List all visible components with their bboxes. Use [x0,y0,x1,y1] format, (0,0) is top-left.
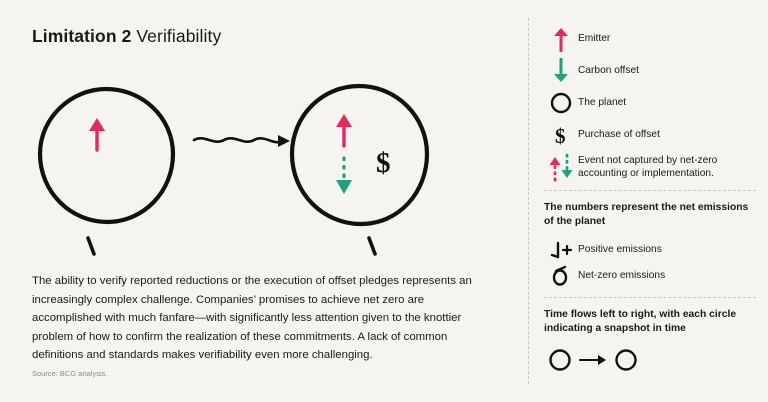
source-note: Source: BCG analysis. [32,369,108,378]
legend-time-heading: Time flows left to right, with each circle indicating a snapshot in time [544,309,737,334]
diagram-illustration [24,72,504,262]
svg-text:$: $ [555,124,566,148]
dotted-arrows-icon [544,152,578,182]
right-planet-circle [292,86,427,224]
legend-numbers-heading: The numbers represent the net emissions of the planet [544,202,749,227]
legend-item-emitter [544,24,756,54]
body-paragraph: The ability to verify reported reductions or the execution of offset pledges represents an increasingly complex challenge. Companies’ promises to achieve net zero are accomplished with much fanfare—with significantly less attention given to the knottier problem of how to confirm the realization of these commitments. A lack of common definitions and standards makes verifiability even more challenging. [32,275,472,361]
legend-label: Positive emissions [578,244,662,256]
page-title-strong: Limitation 2 [32,26,132,46]
legend-panel [544,24,756,372]
legend-label: Net-zero emissions [578,270,666,282]
legend-label: Carbon offset [578,65,639,77]
right-carbon-offset-arrow-down [336,158,352,194]
legend-label: The planet [578,97,627,109]
dollar-sign-icon [376,147,391,179]
arrow-right-icon [576,348,610,372]
squiggly-arrow-right [194,135,290,147]
left-emitter-arrow-up [89,118,105,150]
left-planet-circle [40,89,173,222]
svg-text:$: $ [376,147,391,179]
arrow-down-icon [544,58,578,84]
dollar-icon [544,122,578,148]
legend-label: Emitter [578,33,611,45]
legend-item-purchase [544,120,756,150]
arrow-up-icon [544,26,578,52]
vertical-divider [528,18,530,384]
legend-item-planet [544,88,756,118]
legend-label: Event not captured by net-zero accounting or implementation. [578,154,718,179]
legend-item-positive-emissions [544,237,756,263]
legend-item-net-zero-emissions [544,263,756,289]
legend-item-not-captured [544,152,756,182]
page-title [32,26,221,47]
circle-icon [548,348,572,372]
timeflow-icons [544,348,756,372]
left-tick-mark [88,238,94,254]
legend-label: Purchase of offset [578,129,660,141]
page-title-light: Verifiability [136,26,222,46]
legend-timeflow [544,308,756,372]
right-tick-mark [369,238,375,254]
right-emitter-arrow-up [336,114,352,146]
circle-icon [614,348,638,372]
legend-item-carbon-offset [544,56,756,86]
zero-slash-icon [544,265,578,287]
circle-icon [544,92,578,114]
legend-divider-1 [544,190,756,191]
legend-divider-2 [544,297,756,298]
slash-plus-icon [544,239,578,261]
